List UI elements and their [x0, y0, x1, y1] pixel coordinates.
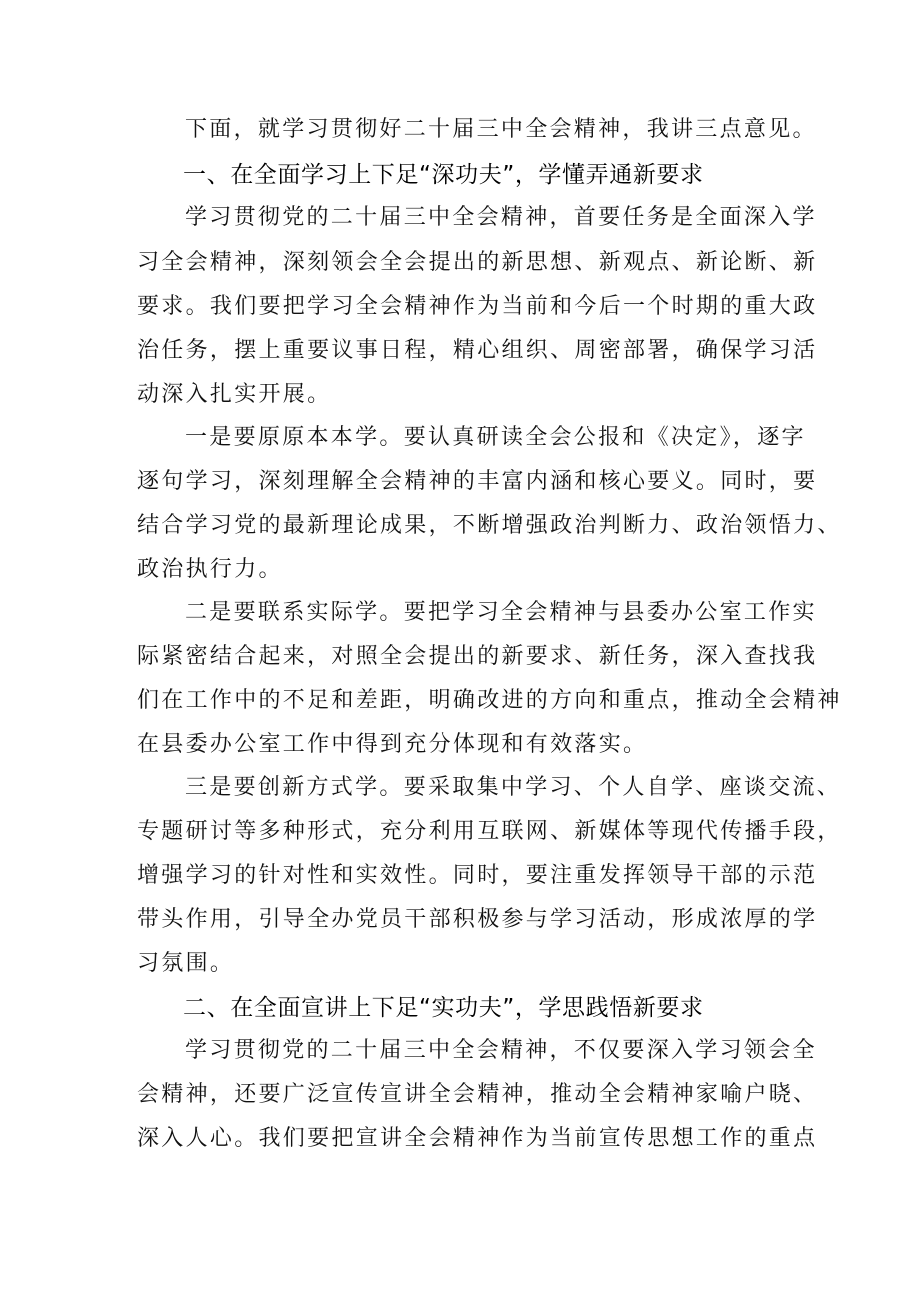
section-2-heading: 二、在全面宣讲上下足“实功夫”，学思践悟新要求 [183, 995, 704, 1021]
section-1-para-4-line-1: 三是要创新方式学。要采取集中学习、个人自学、座谈交流、 [185, 775, 842, 800]
section-2-para-1-line-3: 深入人心。我们要把宣讲全会精神作为当前宣传思想工作的重点 [137, 1126, 818, 1151]
section-1-para-2-line-3: 结合学习党的最新理论成果，不断增强政治判断力、政治领悟力、 [137, 513, 842, 538]
section-1-para-1-line-3: 要求。我们要把学习全会精神作为当前和今后一个时期的重大政 [137, 294, 818, 319]
section-2-para-1-line-1: 学习贯彻党的二十届三中全会精神，不仅要深入学习领会全 [185, 1038, 817, 1063]
section-1-para-4-line-2: 专题研讨等多种形式，充分利用互联网、新媒体等现代传播手段， [137, 819, 842, 844]
section-1-para-3-line-1: 二是要联系实际学。要把学习全会精神与县委办公室工作实 [185, 600, 817, 625]
section-1-para-3-line-3: 们在工作中的不足和差距，明确改进的方向和重点，推动全会精神 [137, 688, 842, 713]
section-1-para-3-line-2: 际紧密结合起来，对照全会提出的新要求、新任务，深入查找我 [137, 644, 818, 669]
intro-line: 下面，就学习贯彻好二十届三中全会精神，我讲三点意见。 [185, 117, 817, 142]
section-1-para-4-line-5: 习氛围。 [137, 951, 235, 976]
section-1-para-4-line-3: 增强学习的针对性和实效性。同时，要注重发挥领导干部的示范 [137, 863, 818, 888]
section-1-para-1-line-1: 学习贯彻党的二十届三中全会精神，首要任务是全面深入学 [185, 205, 817, 230]
section-1-para-3-line-4: 在县委办公室工作中得到充分体现和有效落实。 [137, 732, 648, 757]
section-1-para-2-line-4: 政治执行力。 [137, 557, 283, 582]
section-1-para-2-line-2: 逐句学习，深刻理解全会精神的丰富内涵和核心要义。同时，要 [137, 469, 818, 494]
section-2-para-1-line-2: 会精神，还要广泛宣传宣讲全会精神，推动全会精神家喻户晓、 [137, 1082, 818, 1107]
section-1-heading: 一、在全面学习上下足“深功夫”，学懂弄通新要求 [183, 162, 704, 188]
section-1-para-2-line-1: 一是要原原本本学。要认真研读全会公报和《决定》，逐字 [185, 425, 806, 450]
section-1-para-4-line-4: 带头作用，引导全办党员干部积极参与学习活动，形成浓厚的学 [137, 907, 818, 932]
section-1-para-1-line-4: 治任务，摆上重要议事日程，精心组织、周密部署，确保学习活 [137, 338, 818, 363]
section-1-para-1-line-5: 动深入扎实开展。 [137, 382, 332, 407]
section-1-para-1-line-2: 习全会精神，深刻领会全会提出的新思想、新观点、新论断、新 [137, 250, 818, 275]
